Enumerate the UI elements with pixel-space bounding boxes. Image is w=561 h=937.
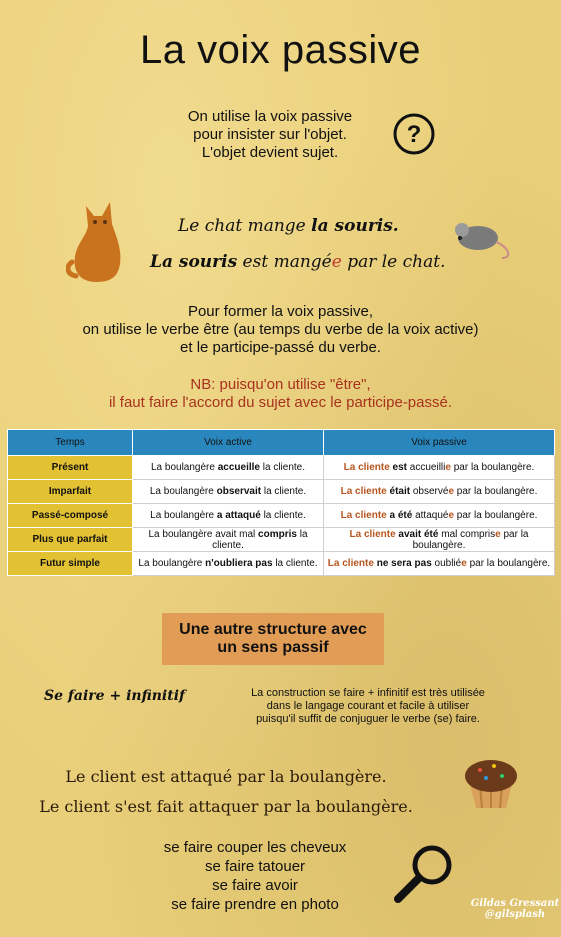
- signature: Gildas Gressant @gilsplash: [470, 898, 560, 920]
- passive-cell: La cliente était observée par la boulangère.: [324, 480, 555, 504]
- example-passive: La souris est mangée par le chat.: [150, 252, 446, 272]
- structure-box: Une autre structure avec un sens passif: [162, 613, 384, 665]
- table-header-row: [8, 430, 555, 456]
- table-row: [8, 504, 555, 528]
- muffin-icon: [460, 754, 522, 810]
- svg-text:?: ?: [406, 121, 422, 148]
- column-header: Voix active: [133, 430, 324, 456]
- active-cell: La boulangère observait la cliente.: [133, 480, 324, 504]
- page-title: La voix passive: [140, 28, 421, 72]
- tense-cell: Présent: [8, 456, 133, 480]
- active-cell: La boulangère accueille la cliente.: [133, 456, 324, 480]
- nb-note: NB: puisqu'on utilise "être", il faut faire l'accord du sujet avec le participe-passé.: [108, 376, 453, 411]
- table-row: [8, 528, 555, 552]
- passive-cell: La cliente est accueillie par la boulangère.: [324, 456, 555, 480]
- table-row: [8, 552, 555, 576]
- passive-cell: La cliente avait été mal comprise par la boulangère.: [324, 528, 555, 552]
- tense-cell: Futur simple: [8, 552, 133, 576]
- table-row: [8, 456, 555, 480]
- list-item: se faire tatouer: [204, 858, 306, 875]
- list-item: se faire couper les cheveux: [163, 839, 347, 856]
- intro-text: On utilise la voix passive pour insister sur l'objet. L'objet devient sujet.: [187, 108, 353, 161]
- cat-icon: [66, 196, 128, 284]
- conjugation-table: [7, 429, 555, 576]
- active-cell: La boulangère avait mal compris la cliente.: [133, 528, 324, 552]
- example-active: Le chat mange la souris.: [178, 216, 399, 236]
- column-header: Temps: [8, 430, 133, 456]
- column-header: Voix passive: [324, 430, 555, 456]
- explanation-text: La construction se faire + infinitif est très utilisée dans le langage courant et facile à utiliser puisqu'il suffit de conjuguer le verbe (se) faire.: [251, 687, 485, 725]
- table-row: [8, 480, 555, 504]
- list-item: se faire prendre en photo: [171, 896, 339, 913]
- mouse-icon: [452, 214, 516, 262]
- passive-cell: La cliente a été attaquée par la boulangère.: [324, 504, 555, 528]
- passive-cell: La cliente ne sera pas oubliée par la boulangère.: [324, 552, 555, 576]
- active-cell: La boulangère a attaqué la cliente.: [133, 504, 324, 528]
- se-faire-label: Se faire + infinitif: [44, 688, 186, 704]
- expression-list: [110, 838, 400, 914]
- magnifier-icon: [390, 843, 460, 903]
- example-se-faire: Le client est attaqué par la boulangère. Le client s'est fait attaquer par la boulangère.: [39, 767, 413, 816]
- question-icon: [392, 112, 436, 156]
- tense-cell: Plus que parfait: [8, 528, 133, 552]
- tense-cell: Passé-composé: [8, 504, 133, 528]
- rule-text: Pour former la voix passive, on utilise le verbe être (au temps du verbe de la voix active) et le participe-passé du verbe.: [82, 303, 479, 356]
- tense-cell: Imparfait: [8, 480, 133, 504]
- list-item: se faire avoir: [212, 877, 298, 894]
- active-cell: La boulangère n'oubliera pas la cliente.: [133, 552, 324, 576]
